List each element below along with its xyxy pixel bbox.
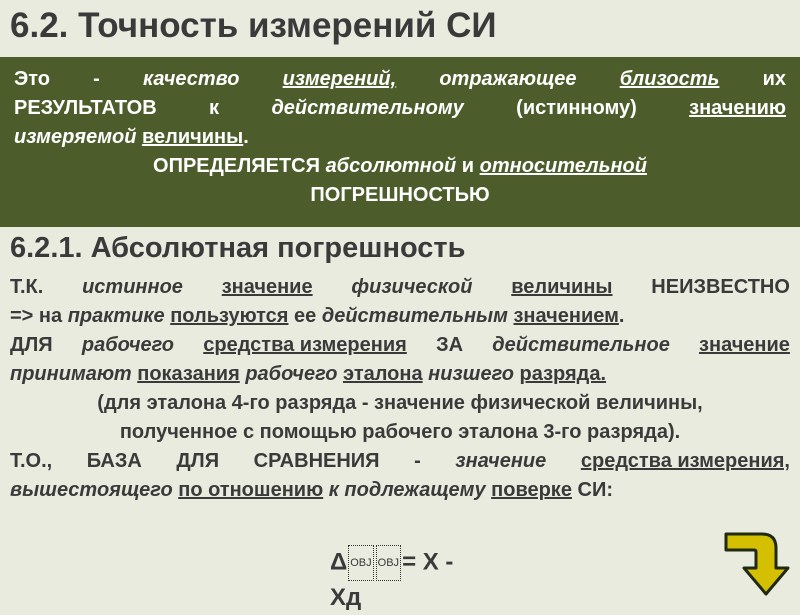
formula-line-1 [330,545,453,581]
def-word: их [762,68,786,90]
body-word: Т.К. [10,276,44,298]
body-line-6: полученное с помощью рабочего эталона 3-го разряда). [119,421,681,443]
body-text [10,273,790,505]
body-text-part: к [323,479,345,501]
body-text-part: ее [288,305,322,327]
body-word: ДЛЯ [10,334,53,356]
body-word: действительное [492,334,670,356]
def-text: ОПРЕДЕЛЯЕТСЯ [153,155,326,177]
body-text-part: по отношению [178,479,324,501]
body-word: рабочего [81,334,175,356]
def-word: РЕЗУЛЬТАТОВ [14,97,157,119]
body-text-part: практике [67,305,165,327]
body-word: СРАВНЕНИЯ [253,450,380,472]
def-text: относительной [479,155,647,177]
body-word: ЗА [436,334,464,356]
def-text: абсолютной [325,155,457,177]
body-text-part: . [618,305,625,327]
bent-down-arrow-icon[interactable] [722,528,794,598]
body-text-part: рабочего [245,363,338,385]
body-word: величины [511,276,613,298]
def-word: - [93,68,100,90]
def-word: близость [619,68,720,90]
page-title: 6.2. Точность измерений СИ [10,6,497,45]
body-line-2 [10,302,790,331]
def-text: величины [141,126,244,148]
def-word: (истинному) [516,97,637,119]
body-text-part: пользуются [170,305,289,327]
body-text-part: СИ: [571,479,613,501]
body-text-part: => на [10,305,68,327]
delta-symbol: Δ [330,548,348,576]
def-word: отражающее [439,68,577,90]
formula-line-2: Xд [330,584,362,611]
body-word: средства измерения, [580,450,790,472]
body-line-3 [10,331,790,360]
body-word: физической [351,276,473,298]
def-word: значению [689,97,786,119]
def-word: к [209,97,220,119]
body-line-4 [10,360,790,389]
body-line-1 [10,273,790,302]
body-word: значение [699,334,790,356]
body-line-5: (для эталона 4-го разряда - значение физической величины, [97,392,703,414]
embedded-object-placeholder: OBJ [376,545,401,581]
body-word: - [414,450,421,472]
def-word: измерений, [282,68,397,90]
body-text-part: поверке [491,479,572,501]
body-word: средства измерения [203,334,407,356]
embedded-object-placeholder: OBJ [348,545,373,581]
formula-rhs: = X - [402,548,454,576]
def-word: Это [14,68,50,90]
body-word: значение [221,276,313,298]
body-line-7 [10,447,790,476]
def-word: действительному [271,97,464,119]
body-word: истинное [82,276,183,298]
body-text-part: подлежащему [344,479,486,501]
absolute-error-formula [330,545,453,615]
def-text: и [456,155,480,177]
body-text-part: разряда. [519,363,607,385]
definition-box [0,57,800,227]
body-text-part: низшего [428,363,514,385]
body-line-8 [10,476,790,505]
body-word: значение [455,450,547,472]
body-text-part: значением [513,305,619,327]
definition-line-2 [14,94,786,123]
body-text-part: вышестоящего [10,479,173,501]
definition-line-4 [14,152,786,181]
body-text-part: показания [137,363,240,385]
body-word: НЕИЗВЕСТНО [651,276,790,298]
definition-line-3 [14,123,786,152]
body-text-part: действительным [321,305,508,327]
definition-line-1 [14,65,786,94]
body-word: БАЗА [86,450,142,472]
body-word: ДЛЯ [176,450,220,472]
body-text-part: принимают [10,363,138,385]
body-word: Т.О., [10,450,53,472]
section-subtitle: 6.2.1. Абсолютная погрешность [10,232,466,264]
def-text: . [243,126,249,148]
def-text: измеряемой [14,126,142,148]
body-text-part: эталона [343,363,423,385]
definition-line-5: ПОГРЕШНОСТЬЮ [310,184,490,206]
def-word: качество [143,68,240,90]
